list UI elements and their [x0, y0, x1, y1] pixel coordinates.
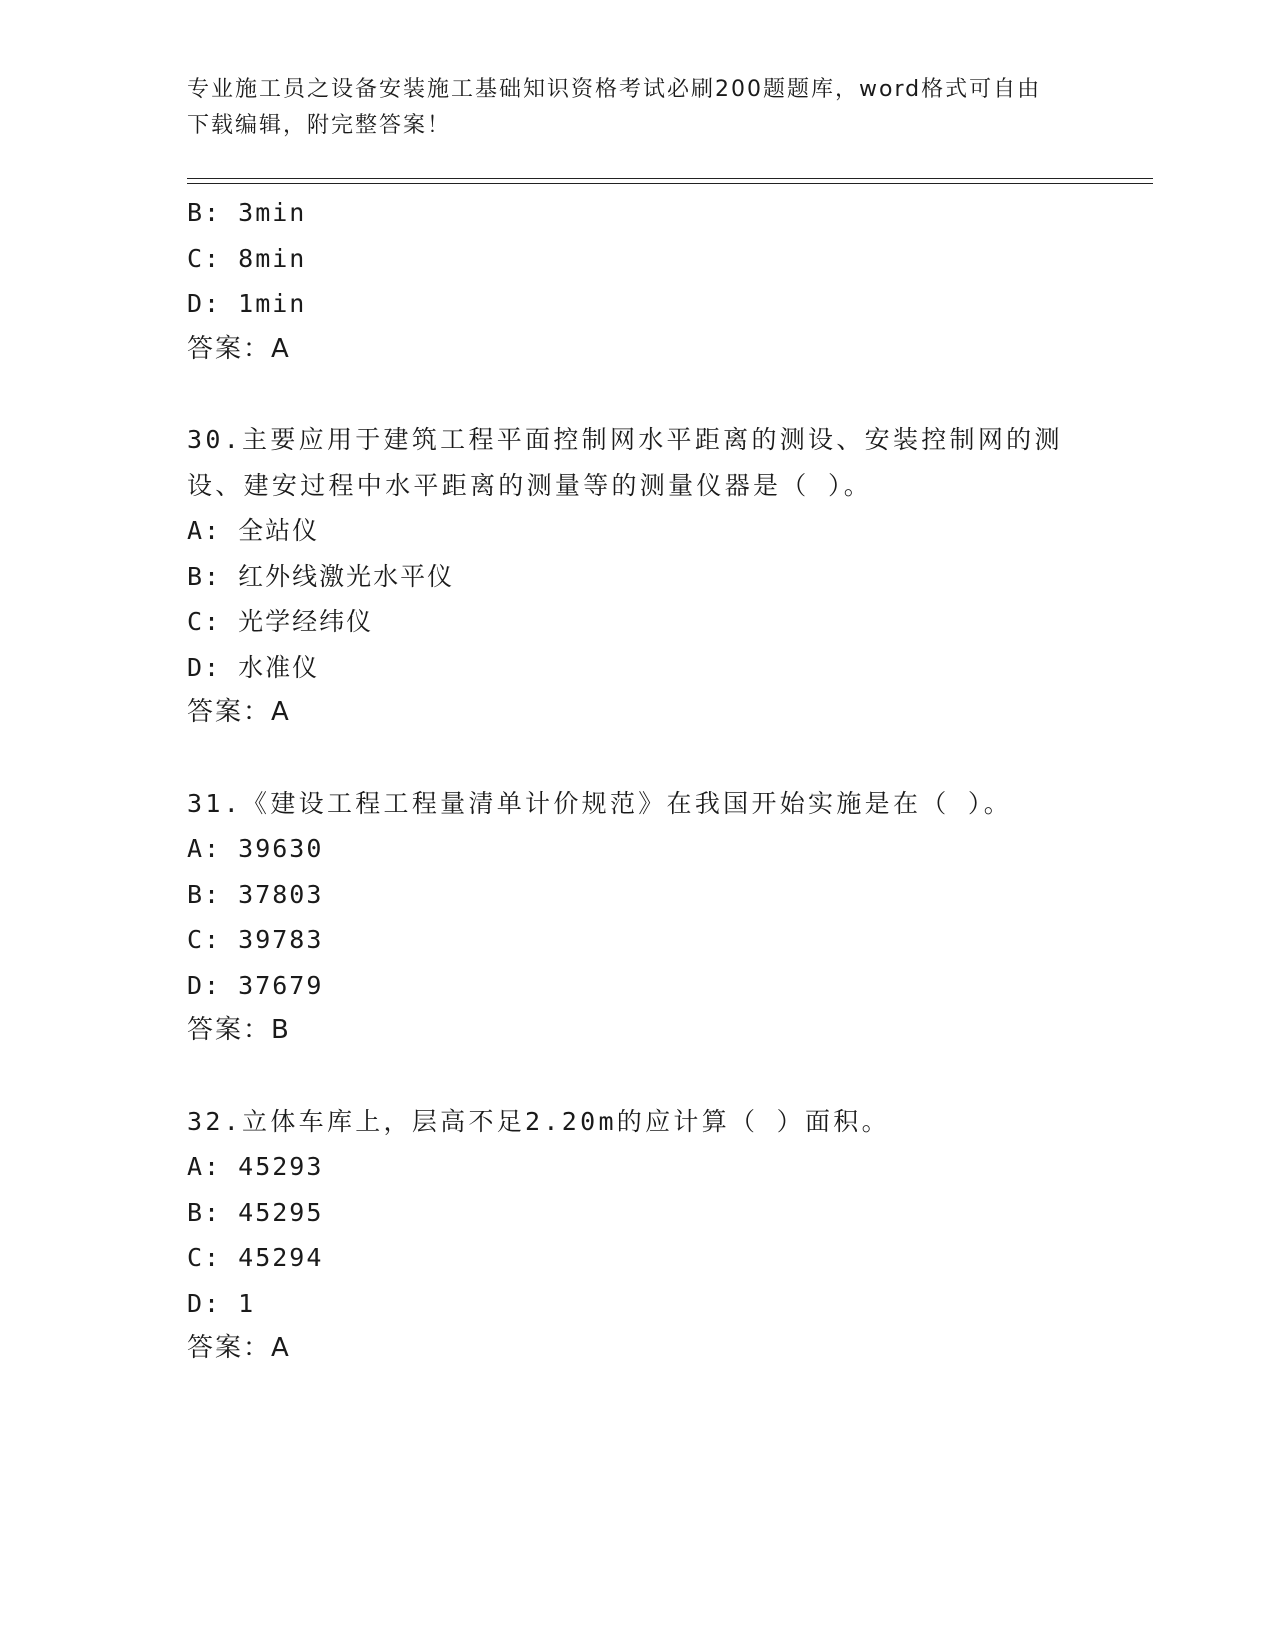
answer-text: 答案：A	[187, 1333, 291, 1363]
option-d: D: 1min	[187, 289, 307, 318]
question-29-tail	[187, 190, 1087, 372]
question-stem-line-1: 32.立体车库上，层高不足2.20m的应计算（ ）面积。	[187, 1106, 890, 1136]
option-c: C: 39783	[187, 925, 324, 954]
option-d: D: 水准仪	[187, 652, 320, 682]
header-divider-bottom	[187, 183, 1153, 184]
answer-text: 答案：B	[187, 1015, 291, 1045]
header-line-1: 专业施工员之设备安装施工基础知识资格考试必刷200题题库，word格式可自由	[187, 77, 1042, 102]
option-a: A: 39630	[187, 834, 324, 863]
option-c: C: 8min	[187, 243, 307, 273]
option-b: B: 红外线激光水平仪	[187, 561, 455, 591]
option-b: B: 45295	[187, 1197, 324, 1227]
option-b: B: 37803	[187, 879, 324, 909]
document-header	[187, 72, 1067, 144]
question-32	[187, 1099, 1087, 1372]
option-b: B: 3min	[187, 198, 307, 227]
answer-text: 答案：A	[187, 333, 291, 364]
question-30	[187, 417, 1087, 736]
answer-text: 答案：A	[187, 697, 291, 727]
option-d: D: 1	[187, 1288, 256, 1318]
option-d: D: 37679	[187, 970, 324, 1000]
option-c: C: 45294	[187, 1243, 324, 1272]
question-stem-line-1: 30.主要应用于建筑工程平面控制网水平距离的测设、安装控制网的测	[187, 425, 1063, 454]
question-list	[187, 190, 1087, 1372]
option-c: C: 光学经纬仪	[187, 607, 374, 636]
option-a: A: 全站仪	[187, 516, 320, 545]
header-divider-top	[187, 178, 1153, 179]
header-line-2: 下载编辑，附完整答案！	[187, 113, 452, 138]
option-a: A: 45293	[187, 1152, 324, 1181]
question-31	[187, 781, 1087, 1054]
question-stem-line-1: 31.《建设工程工程量清单计价规范》在我国开始实施是在（ ）。	[187, 788, 1013, 818]
question-stem-line-2: 设、建安过程中水平距离的测量等的测量仪器是（ ）。	[187, 470, 873, 500]
